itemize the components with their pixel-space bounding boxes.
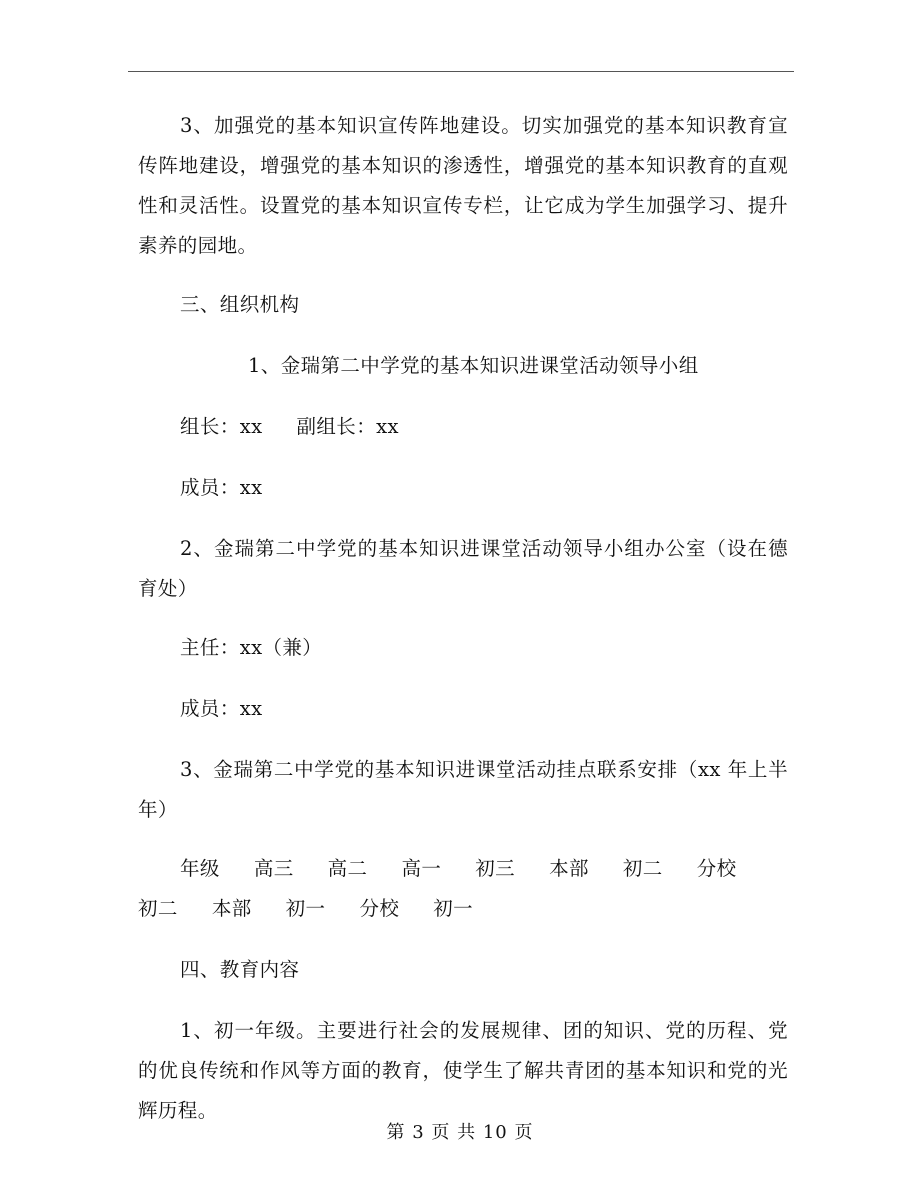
leader-text: 组长：xx <box>180 415 263 438</box>
subheading-office: 2、金瑞第二中学党的基本知识进课堂活动领导小组办公室（设在德育处） <box>138 537 788 600</box>
schedule-cell: 初一 <box>433 897 474 920</box>
director-line: 主任：xx（兼） <box>180 636 323 659</box>
schedule-cell: 初一 <box>285 897 326 920</box>
schedule-cell: 初三 <box>475 857 516 880</box>
schedule-cell: 初二 <box>138 897 178 920</box>
paragraph-grade-one: 1、初一年级。主要进行社会的发展规律、团的知识、党的历程、党的优良传统和作风等方面的教育，使学生了解共青团的基本知识和党的光辉历程。 <box>138 1019 788 1122</box>
document-body <box>138 106 788 1152</box>
section-heading-content: 四、教育内容 <box>180 958 300 981</box>
subheading-leading-group: 1、金瑞第二中学党的基本知识进课堂活动领导小组 <box>248 354 699 377</box>
members-line-2: 成员：xx <box>180 697 263 720</box>
vice-leader-text: 副组长：xx <box>296 415 399 438</box>
subheading-liaison: 3、金瑞第二中学党的基本知识进课堂活动挂点联系安排（xx 年上半年） <box>138 758 788 821</box>
header-rule <box>128 71 794 72</box>
schedule-cell: 初二 <box>622 857 663 880</box>
schedule-row-2 <box>138 889 788 929</box>
schedule-cell: 高一 <box>401 857 442 880</box>
paragraph-propaganda: 3、加强党的基本知识宣传阵地建设。切实加强党的基本知识教育宣传阵地建设，增强党的基本知识的渗透性，增强党的基本知识教育的直观性和灵活性。设置党的基本知识宣传专栏，让它成为学生加强学习、提升素养的园地。 <box>138 114 788 257</box>
schedule-cell: 高三 <box>253 857 294 880</box>
schedule-cell: 分校 <box>359 897 400 920</box>
members-line-1: 成员：xx <box>180 476 263 499</box>
schedule-cell: 高二 <box>327 857 368 880</box>
leaders-line <box>138 407 788 447</box>
schedule-cell: 本部 <box>549 857 589 880</box>
schedule-cell: 分校 <box>696 857 737 880</box>
schedule-row-1 <box>138 849 788 889</box>
schedule-cell: 本部 <box>211 897 252 920</box>
page-number-footer: 第 3 页 共 10 页 <box>386 1122 534 1143</box>
section-heading-organization: 三、组织机构 <box>180 293 300 316</box>
schedule-cell: 年级 <box>180 857 220 880</box>
